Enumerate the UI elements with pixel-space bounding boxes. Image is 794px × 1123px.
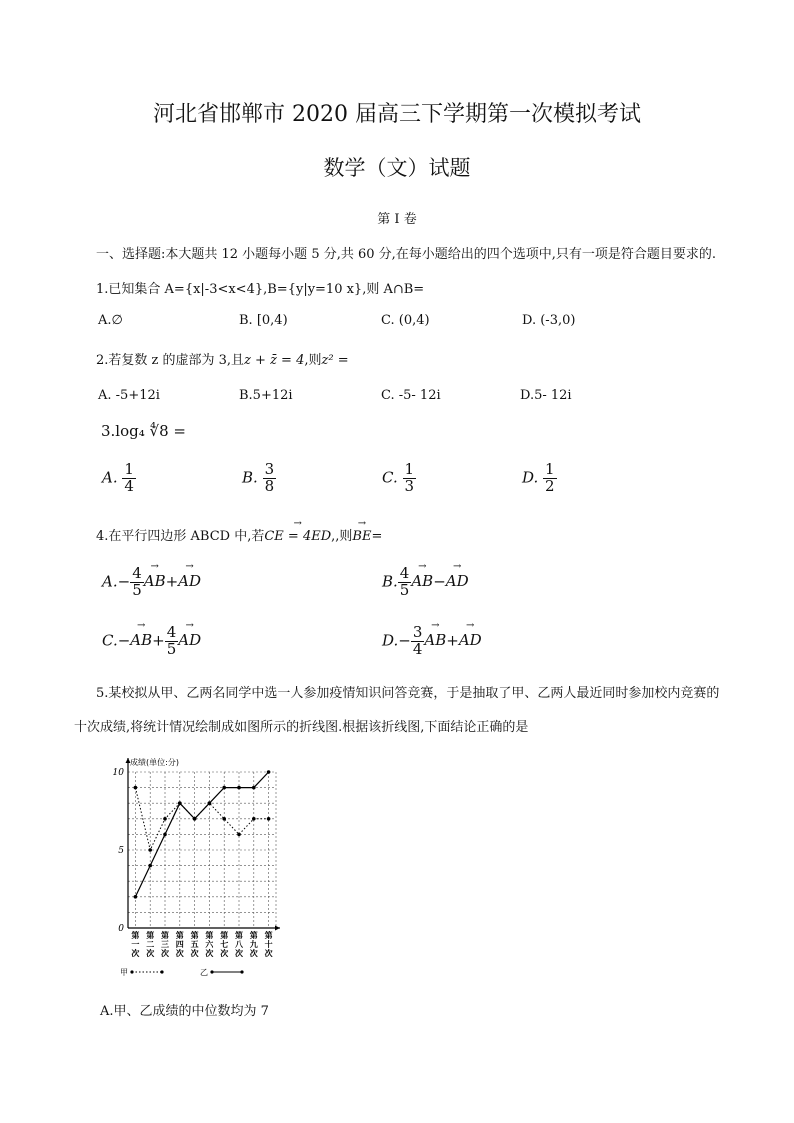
data-point-乙 (208, 801, 212, 805)
q2-stem-prefix: 2.若复数 z 的虚部为 3,且 (96, 353, 245, 368)
data-point-乙 (222, 786, 226, 790)
q5-option-a: A.甲、乙成绩的中位数均为 7 (100, 1004, 269, 1019)
q4-stem-end: = (371, 529, 383, 544)
q4-option-a-letter: A. (102, 572, 118, 591)
q4-option-a-fraction (130, 566, 144, 599)
q4-option-c-letter: C. (102, 631, 118, 650)
data-point-乙 (267, 770, 271, 774)
q2-stem-suffix: ,则 (304, 353, 322, 368)
q4-option-c-op: + (152, 631, 165, 650)
x-tick-label: 第 (220, 931, 229, 940)
q4-option-b-vector2: → AD (446, 572, 469, 590)
q3-option-d-den: 2 (545, 476, 555, 495)
q3-option-d (522, 462, 557, 495)
x-tick-label: 第 (190, 931, 199, 940)
q4-option-a-op: + (165, 572, 179, 591)
x-tick-label: 第 (249, 931, 258, 940)
q4-option-d-vector1: → AB (424, 631, 446, 649)
x-tick-label: 次 (235, 949, 243, 958)
legend-label: 乙 (200, 968, 208, 977)
y-tick-label: 5 (118, 846, 124, 856)
data-point-乙 (252, 786, 256, 790)
q2-stem-eq: z + z̄ = 4 (244, 353, 305, 368)
x-tick-label: 第 (205, 931, 214, 940)
q2-stem (96, 349, 349, 368)
q3-option-b-letter: B. (242, 468, 258, 487)
y-tick-label: 0 (118, 924, 124, 934)
q4-option-c-sign: − (117, 631, 131, 650)
q4-option-d-op: + (446, 631, 459, 650)
q4-option-b-fraction (398, 566, 412, 599)
q3-option-d-num: 1 (545, 460, 555, 478)
q3-option-c-num: 1 (404, 460, 415, 478)
q3-option-b-fraction (263, 462, 277, 495)
x-tick-label: 二 (146, 940, 155, 949)
q4-option-d-letter: D. (382, 631, 399, 650)
exam-subtitle: 数学（文）试题 (323, 156, 471, 180)
legend-marker (240, 970, 243, 973)
q4-stem-mid: ,,则 (331, 529, 353, 544)
x-tick-label: 十 (264, 940, 273, 949)
q3-option-d-letter: D. (522, 468, 539, 487)
x-tick-label: 六 (205, 940, 214, 949)
q4-stem (96, 525, 382, 544)
data-point-甲 (222, 817, 226, 821)
exam-title: 河北省邯郸市 2020 届高三下学期第一次模拟考试 (153, 102, 641, 127)
score-line-chart (93, 752, 283, 982)
q4-option-c-num: 4 (166, 623, 177, 641)
q4-option-b-vector1: → AB (411, 572, 433, 590)
q4-option-d-vector2: → AD (459, 631, 482, 649)
q3-option-a-fraction (122, 462, 136, 495)
data-point-乙 (163, 833, 167, 837)
data-point-乙 (134, 895, 138, 899)
x-tick-label: 第 (161, 931, 169, 940)
x-tick-label: 次 (220, 949, 229, 958)
x-tick-label: 次 (249, 949, 258, 958)
x-tick-label: 次 (146, 949, 155, 958)
section-instruction: 一、选择题:本大题共 12 小题每小题 5 分,共 60 分,在每小题给出的四个选项中,只有一项是符合题目要求的. (96, 247, 717, 262)
legend-label: 甲 (120, 968, 128, 977)
q3-option-c (382, 462, 416, 495)
data-point-甲 (267, 817, 271, 821)
x-tick-label: 第 (175, 931, 184, 940)
q4-option-c-den: 5 (166, 639, 177, 658)
data-point-甲 (148, 848, 152, 852)
q4-option-a-sign: − (117, 572, 131, 591)
q3-option-d-fraction (543, 462, 557, 495)
q4-option-d (382, 625, 482, 658)
data-point-甲 (237, 833, 241, 837)
x-tick-label: 第 (235, 931, 243, 940)
q2-option-b: B.5+12i (239, 388, 293, 403)
q4-option-b-letter: B. (382, 572, 398, 591)
q4-option-d-den: 4 (412, 639, 423, 658)
q2-option-c: C. -5- 12i (381, 388, 441, 403)
q3-option-a (102, 462, 136, 495)
q4-stem-condition: → CE = 4ED (264, 529, 331, 544)
q3-option-b (242, 462, 276, 495)
q1-option-d: D. (-3,0) (522, 313, 576, 328)
x-tick-label: 次 (175, 949, 184, 958)
q4-option-a-den: 5 (132, 580, 142, 599)
q3-option-c-den: 3 (404, 476, 415, 495)
q2-option-d: D.5- 12i (520, 388, 572, 403)
q3-stem: 3.log₄ ∜8 = (101, 422, 186, 440)
data-point-乙 (178, 801, 182, 805)
q1-option-b: B. [0,4) (239, 313, 288, 328)
legend-marker (210, 970, 213, 973)
x-tick-label: 次 (161, 949, 169, 958)
q3-option-c-fraction (403, 462, 417, 495)
q4-option-d-fraction (411, 625, 425, 658)
x-tick-label: 九 (249, 940, 258, 949)
q4-option-a (102, 566, 201, 599)
q4-option-b-den: 5 (399, 580, 410, 599)
x-tick-label: 第 (264, 931, 273, 940)
data-point-甲 (163, 817, 167, 821)
q4-option-c-fraction (165, 625, 179, 658)
x-tick-label: 次 (205, 949, 214, 958)
x-tick-label: 一 (131, 940, 140, 949)
x-tick-label: 八 (235, 940, 243, 949)
data-point-甲 (134, 786, 138, 790)
q5-stem-line1: 5.某校拟从甲、乙两名同学中选一人参加疫情知识问答竞赛，于是抽取了甲、乙两人最近同时参加校内竞赛的 (96, 686, 720, 701)
q4-option-c-vector1: → AB (130, 631, 152, 649)
q3-option-a-num: 1 (124, 460, 134, 478)
data-point-甲 (252, 817, 256, 821)
q4-option-d-num: 3 (412, 623, 423, 641)
x-tick-label: 次 (190, 949, 199, 958)
q2-stem-target: z² = (321, 353, 349, 368)
q3-option-b-num: 3 (264, 460, 275, 478)
volume-label: 第 I 卷 (377, 212, 417, 227)
x-tick-label: 七 (220, 940, 229, 949)
x-tick-label: 四 (175, 940, 184, 949)
q4-stem-target: → BE (352, 529, 371, 544)
q1-option-a: A.∅ (98, 313, 123, 328)
x-tick-label: 次 (264, 949, 273, 958)
q4-option-b (382, 566, 469, 599)
q4-option-b-op: − (433, 572, 446, 591)
q4-option-a-vector1: → AB (144, 572, 166, 590)
data-point-乙 (193, 817, 197, 821)
data-point-乙 (237, 786, 241, 790)
x-axis-arrow (275, 926, 280, 931)
q2-option-a: A. -5+12i (98, 388, 160, 403)
x-tick-label: 三 (161, 940, 169, 949)
q3-option-a-letter: A. (102, 468, 118, 487)
q4-option-a-num: 4 (132, 564, 142, 582)
y-axis-label: 成绩(单位:分) (130, 758, 179, 767)
q4-option-b-num: 4 (399, 564, 410, 582)
q4-option-c (102, 625, 201, 658)
data-point-乙 (148, 864, 152, 868)
x-tick-label: 第 (146, 931, 155, 940)
q1-stem: 1.已知集合 A={x|-3<x<4},B={y|y=10 x},则 A∩B= (96, 282, 425, 297)
q4-option-a-vector2: → AD (178, 572, 201, 590)
x-tick-label: 次 (131, 949, 140, 958)
q3-option-a-den: 4 (124, 476, 134, 495)
q1-option-c: C. (0,4) (381, 313, 430, 328)
x-tick-label: 第 (131, 931, 140, 940)
q3-option-c-letter: C. (382, 468, 398, 487)
q4-stem-prefix: 4.在平行四边形 ABCD 中,若 (96, 529, 265, 544)
q5-stem-line2: 十次成绩,将统计情况绘制成如图所示的折线图.根据该折线图,下面结论正确的是 (74, 720, 529, 735)
legend-marker (160, 970, 163, 973)
y-tick-label: 10 (112, 768, 124, 778)
legend-marker (130, 970, 133, 973)
q4-option-c-vector2: → AD (178, 631, 201, 649)
q4-option-d-sign: − (398, 631, 411, 650)
q3-option-b-den: 8 (264, 476, 275, 495)
x-tick-label: 五 (190, 940, 199, 949)
